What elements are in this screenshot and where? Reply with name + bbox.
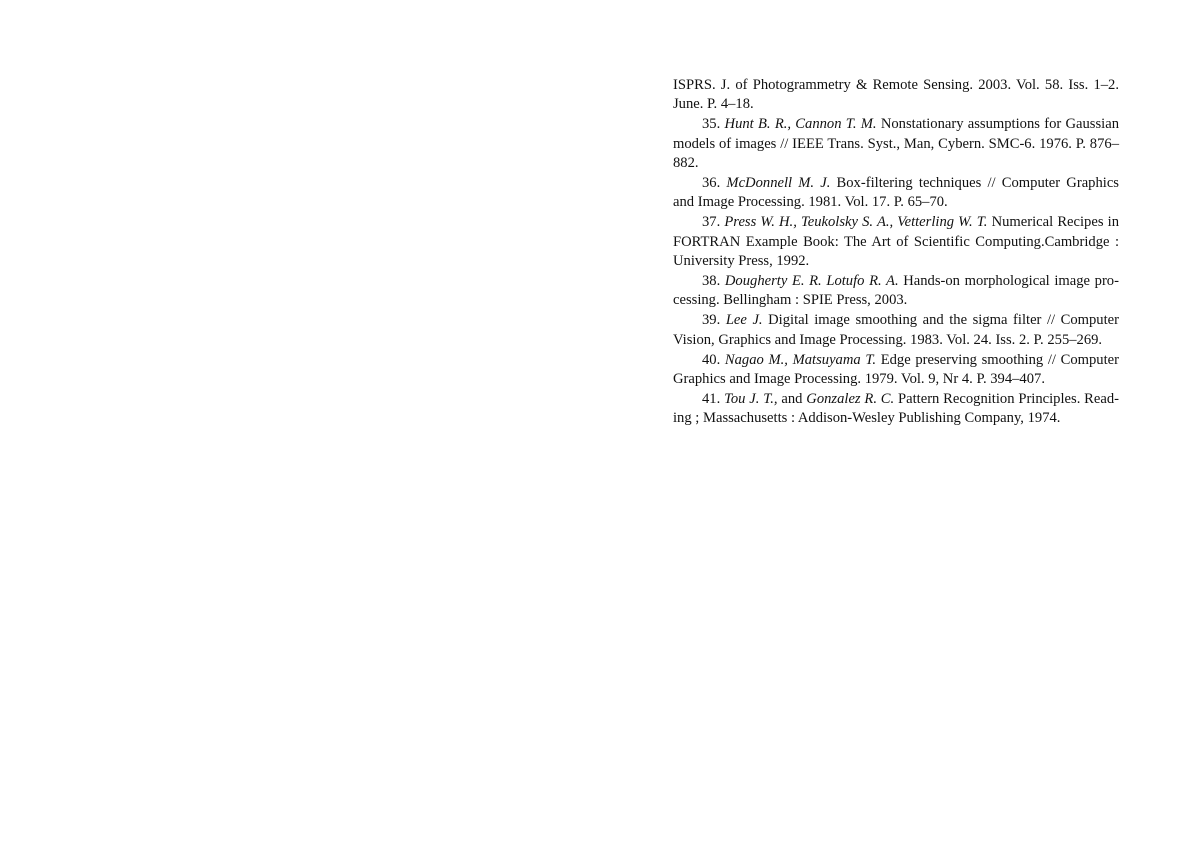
reference-connector: and [781,391,803,408]
reference-38 [673,272,1119,310]
reference-text: Hands-on morphological image processing. Bellingham : SPIE Press, 2003. [673,273,1119,309]
reference-list [673,76,1119,430]
reference-number: 35. [702,116,721,133]
reference-40 [673,351,1119,389]
reference-text: Digital image smoothing and the sigma filter // Computer Vision, Graphics and Image Processing. 1983. Vol. 24. Iss. 2. P. 255–269. [673,312,1119,348]
reference-text: Box-filtering techniques // Computer Graphics and Image Processing. 1981. Vol. 17. P. 65–70. [673,175,1119,211]
reference-text: Numerical Recipes in FORTRAN Example Book: The Art of Scientific Computing.Cambridge : University Press, 1992. [673,214,1119,269]
reference-text: Pattern Recognition Principles. Reading ; Massachusetts : Addison-Wesley Publishing Company, 1974. [673,391,1120,427]
reference-authors: Tou J. T., [724,391,778,408]
reference-authors: McDonnell M. J. [726,175,831,192]
reference-number: 38. [702,273,721,290]
reference-41 [673,390,1119,428]
reference-number: 37. [702,214,721,231]
reference-authors-second: Gonzalez R. C. [806,391,895,408]
reference-37 [673,213,1119,271]
reference-authors: Dougherty E. R. Lotufo R. A. [724,273,899,290]
reference-continuation [673,76,1119,114]
reference-36 [673,174,1119,212]
reference-number: 41. [702,391,721,408]
reference-39 [673,311,1119,349]
reference-text: Edge preserving smoothing // Computer Graphics and Image Processing. 1979. Vol. 9, Nr 4. P. 394–407. [673,351,1119,388]
reference-text: Nonstationary assumptions for Gaussian models of images // IEEE Trans. Syst., Man, Cybern. SMC-6. 1976. P. 876–882. [673,116,1119,171]
reference-authors: Nagao M., Matsuyama T. [724,351,877,368]
reference-number: 39. [702,312,721,329]
reference-authors: Press W. H., Teukolsky S. A., Vetterling W. T. [724,214,988,231]
reference-authors: Hunt B. R., Cannon T. M. [724,116,877,133]
reference-35 [673,115,1119,173]
reference-number: 40. [702,351,721,368]
reference-authors: Lee J. [725,312,763,329]
reference-number: 36. [702,175,721,192]
reference-text: ISPRS. J. of Photogrammetry & Remote Sensing. 2003. Vol. 58. Iss. 1–2. June. P. 4–18. [673,77,1119,113]
